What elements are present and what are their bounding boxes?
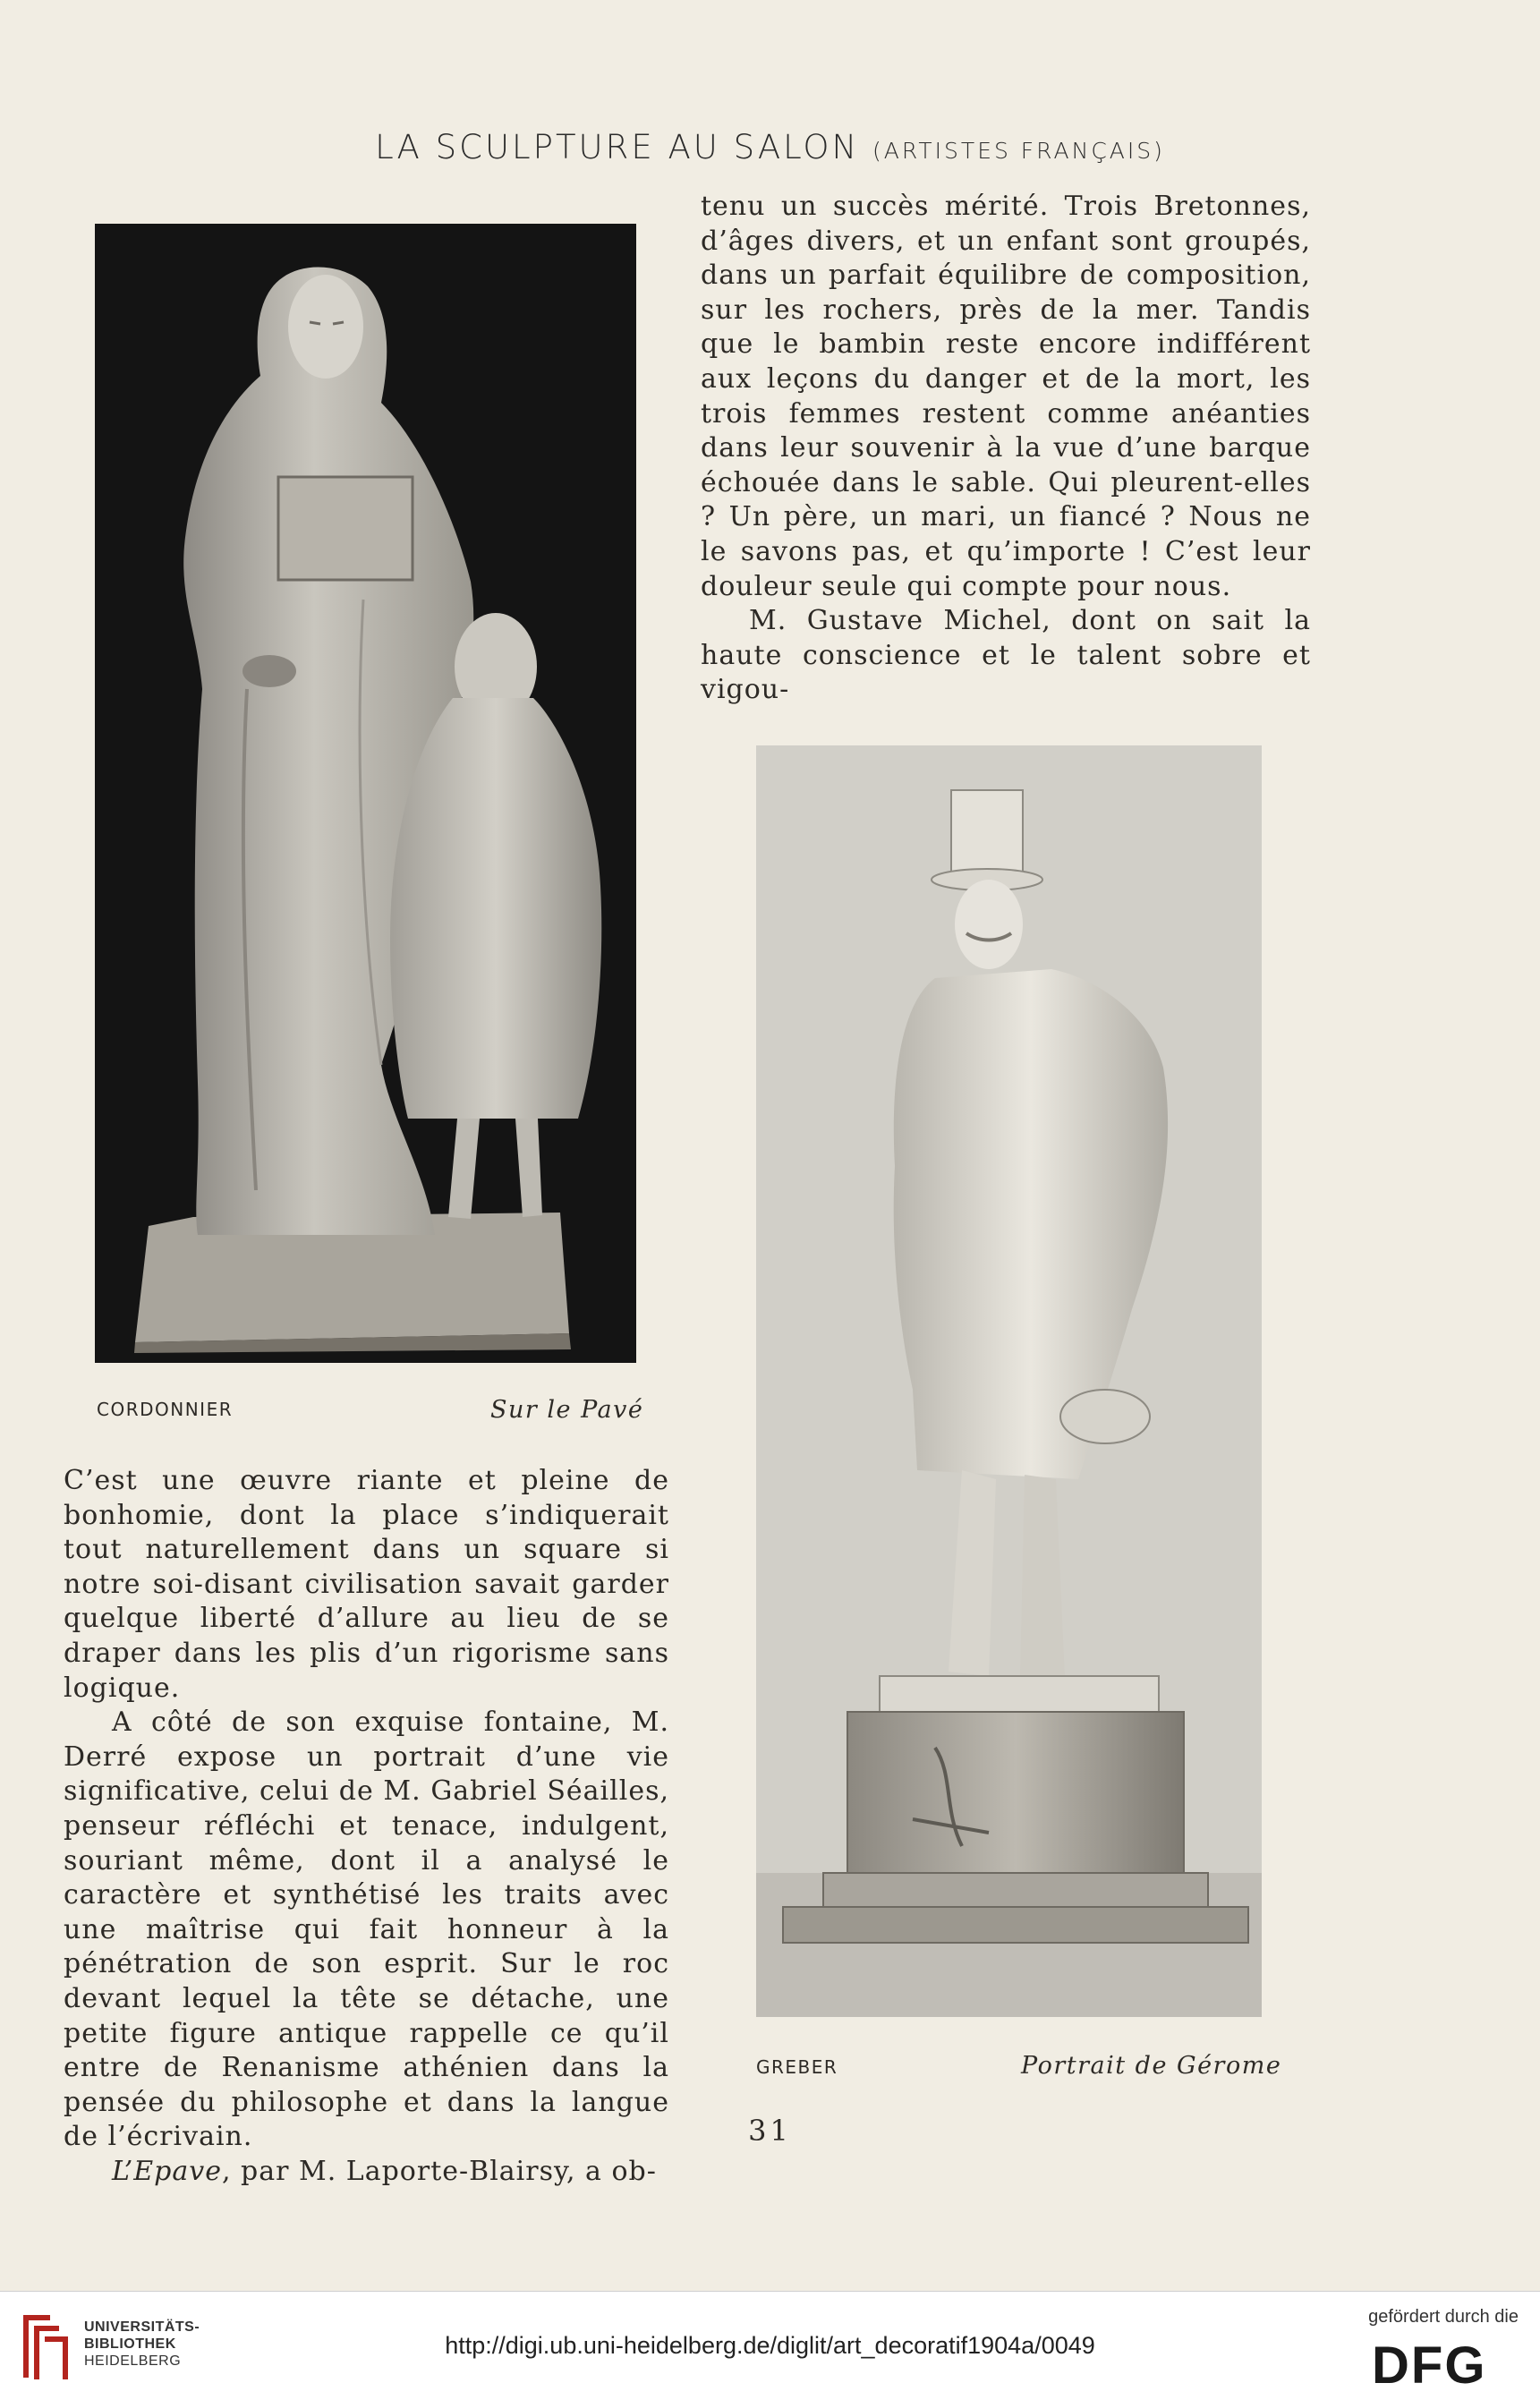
funding-label: gefördert durch die — [1368, 2307, 1519, 2327]
library-name-line: UNIVERSITÄTS- — [84, 2319, 200, 2335]
paragraph: M. Gustave Michel, dont on sait la haute conscience et le talent sobre et vigou- — [701, 605, 1311, 706]
running-head — [0, 128, 1540, 166]
library-name-line: HEIDELBERG — [84, 2353, 182, 2369]
permalink-url[interactable]: http://digi.ub.uni-heidelberg.de/diglit/art_decoratif1904a/0049 — [445, 2332, 1095, 2359]
caption-title-sur-le-pave: Sur le Pavé — [490, 1396, 644, 1424]
running-head-main: LA SCULPTURE AU SALON — [375, 128, 860, 166]
text-column-left-bottom — [64, 1464, 669, 2189]
paragraph: tenu un succès mérité. Trois Bretonnes, d’âges divers, et un enfant sont groupés, dans un parfait équilibre de composition, sur les rochers, près de la mer. Tandis que le bambin reste encore indifférent aux leçons du danger et de la mort, les trois femmes restent comme anéanties dans leur souvenir à la vue d’une barque échouée dans le sable. Qui pleurent-elles ? Un père, un mari, un fiancé ? Nous ne le savons pas, et qu’importe ! C’est leur douleur seule qui compte pour nous. — [701, 191, 1311, 602]
sculpture-photo-portrait-de-gerome — [756, 745, 1262, 2017]
caption-artist-cordonnier: CORDONNIER — [97, 1399, 234, 1420]
dfg-logo-text: DFG — [1372, 2338, 1487, 2388]
paragraph-continuation: , par M. Laporte-Blairsy, a ob- — [221, 2155, 657, 2187]
dfg-logo-icon — [1370, 2338, 1522, 2388]
viewer-footer — [0, 2291, 1540, 2400]
page-number: 31 — [748, 2114, 792, 2148]
work-title-italic: L’Epave — [112, 2155, 222, 2187]
library-name-line: BIBLIOTHEK — [84, 2336, 176, 2352]
sculpture-photo-sur-le-pave — [95, 224, 636, 1363]
running-head-sub: (ARTISTES FRANÇAIS) — [872, 138, 1165, 164]
paragraph — [64, 2155, 669, 2190]
paragraph: C’est une œuvre riante et pleine de bonhomie, dont la place s’indiquerait tout naturellement dans un square si notre soi-disant civilisation savait garder quelque liberté d’allure au lieu de se draper dans les plis d’un rigorisme sans logique. — [64, 1465, 669, 1704]
caption-artist-greber: GREBER — [756, 2056, 838, 2078]
text-column-right-top — [701, 190, 1311, 708]
paragraph: A côté de son exquise fontaine, M. Derré expose un portrait d’une vie significative, celui de M. Gabriel Séailles, penseur réfléchi et tenace, indulgent, souriant même, dont il a analysé le caractère et synthétisé les traits avec une maîtrise qui fait honneur à la pénétration de son esprit. Sur le roc devant lequel la tête se détache, une petite figure antique rappelle ce qu’il entre de Renanisme athénien dans la pensée du philosophe et dans la langue de l’écrivain. — [64, 1706, 669, 2153]
caption-title-portrait-de-gerome: Portrait de Gérome — [1021, 2052, 1282, 2080]
sculpture-sur-le-pave-image — [95, 224, 636, 1363]
sculpture-portrait-de-gerome-image — [756, 745, 1262, 2017]
